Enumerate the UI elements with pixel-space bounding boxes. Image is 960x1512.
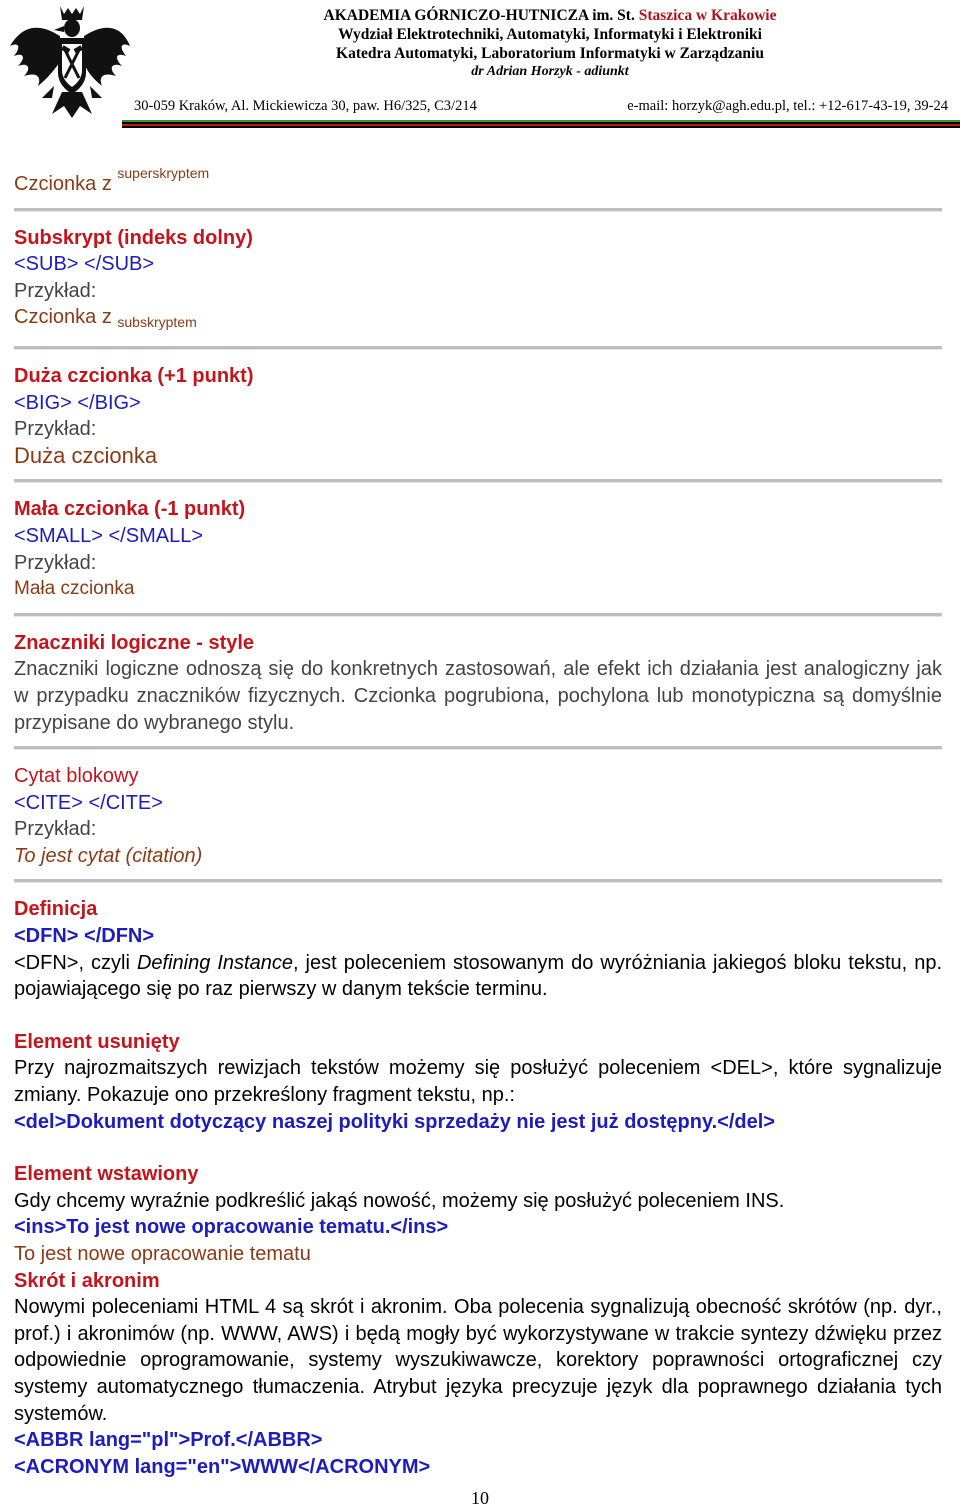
section-title-small: Mała czcionka (-1 punkt) [14, 498, 246, 521]
section-divider [14, 346, 942, 350]
tag-small: <SMALL> </SMALL> [14, 524, 204, 547]
section-title-cite: Cytat blokowy [14, 765, 139, 788]
section-title-dfn: Definicja [14, 898, 98, 921]
section-divider [14, 613, 942, 617]
tag-cite: <CITE> </CITE> [14, 791, 163, 814]
del-example: <del>Dokument dotyczący naszej polityki sprzedaży nie jest już dostępny.</del> [14, 1110, 775, 1133]
header-address: 30-059 Kraków, Al. Mickiewicza 30, paw. H6/325, C3/214 [134, 98, 477, 114]
stripe-black-bottom [122, 126, 960, 128]
page-header [0, 0, 960, 128]
section-title-ins: Element wstawiony [14, 1163, 199, 1186]
tag-big: <BIG> </BIG> [14, 391, 141, 414]
example-label: Przykład: [14, 551, 97, 574]
ins-body: Gdy chcemy wyraźnie podkreślić jakąś nowość, możemy się posłużyć poleceniem INS. [14, 1189, 785, 1212]
header-author: dr Adrian Horzyk - adiunkt [471, 64, 629, 79]
small-example: Mała czcionka [14, 578, 135, 600]
section-title-del: Element usunięty [14, 1030, 180, 1053]
logical-body: Znaczniki logiczne odnoszą się do konkretnych zastosowań, ale efekt ich działania jest analogiczny jak w przypadku znaczników fizycznych. Czcionka pogrubiona, pochylona lub monotypiczna są domyślnie przypisane do wybranego stylu. [14, 658, 942, 734]
ins-example-code: <ins>To jest nowe opracowanie tematu.</ins> [14, 1216, 449, 1239]
sup-example: Czcionka z $^{superskryptem}$ [14, 165, 210, 195]
section-title-logical: Znaczniki logiczne - style [14, 631, 255, 654]
header-department: Katedra Automatyki, Laboratorium Informatyki w Zarządzaniu [336, 45, 764, 62]
acronym-example: <ACRONYM lang="en">WWW</ACRONYM> [14, 1455, 431, 1478]
tag-sub: <SUB> </SUB> [14, 253, 155, 276]
ins-example-text: To jest nowe opracowanie tematu [14, 1243, 311, 1265]
header-color-stripes [122, 120, 960, 128]
section-divider [14, 879, 942, 883]
header-contact: e-mail: horzyk@agh.edu.pl, tel.: +12-617-43-19, 39-24 [627, 98, 948, 114]
abbr-example: <ABBR lang="pl">Prof.</ABBR> [14, 1429, 323, 1452]
cite-example: To jest cytat (citation) [14, 844, 203, 867]
big-example: Duża czcionka [14, 442, 158, 468]
section-title-abbr: Skrót i akronim [14, 1269, 160, 1292]
tag-dfn: <DFN> </DFN> [14, 925, 155, 948]
section-title-big: Duża czcionka (+1 punkt) [14, 364, 254, 387]
agh-eagle-logo-icon [8, 2, 132, 120]
sub-example: Czcionka z $_{subskryptem}$ [14, 306, 197, 331]
header-institution-block [170, 6, 930, 81]
example-label: Przykład: [14, 818, 97, 841]
section-divider [14, 208, 942, 212]
section-divider [14, 479, 942, 483]
header-faculty: Wydział Elektrotechniki, Automatyki, Informatyki i Elektroniki [338, 26, 762, 43]
page-content [14, 160, 942, 1480]
section-divider [14, 746, 942, 750]
example-label: Przykład: [14, 418, 97, 441]
header-address-row [134, 98, 948, 115]
section-title-sub: Subskrypt (indeks dolny) [14, 226, 253, 249]
dfn-body: <DFN>, czyli Defining Instance, jest poleceniem stosowanym do wyróżniania jakiegoś bloku tekstu, np. pojawiającego się po raz pierwszy w danym tekście terminu. [14, 951, 943, 1001]
header-university-name: AKADEMIA GÓRNICZO-HUTNICZA im. St. Staszica w Krakowie [323, 7, 777, 24]
del-body: Przy najrozmaitszych rewizjach tekstów możemy się posłużyć poleceniem <DEL>, które sygnalizuje zmiany. Pokazuje ono przekreślony fragment tekstu, np.: [14, 1057, 942, 1107]
abbr-body: Nowymi poleceniami HTML 4 są skrót i akronim. Oba polecenia sygnalizują obecność skrótów (np. dyr., prof.) i akronimów (np. WWW, AWS) i będą mogły być wykorzystywane w trakcie syntezy dźwięku przez odpowiednie oprogramowanie, systemy wyszukiwawcze, korektory poprawności ortograficznej czy systemy automatycznego tłumaczenia. Atrybut języka precyzuje język dla poprawnego działania tych systemów. [14, 1296, 942, 1425]
example-label: Przykład: [14, 279, 97, 302]
page-number: 10 [471, 1488, 489, 1508]
